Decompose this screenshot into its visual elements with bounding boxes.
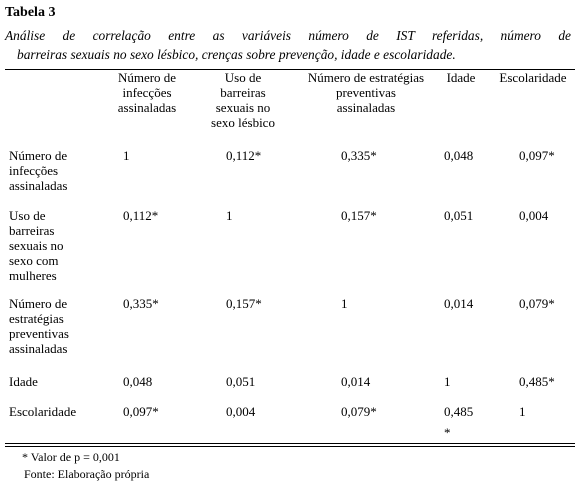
- table-cell: 0,157*: [226, 296, 262, 311]
- bottom-rule: [5, 443, 575, 444]
- header-line: assinaladas: [336, 100, 396, 115]
- footnote-pvalue: * Valor de p = 0,001: [22, 450, 120, 464]
- table-cell: 1: [444, 374, 451, 389]
- table-cell-value: 0,485: [444, 404, 474, 419]
- row-label-line: preventivas: [9, 326, 69, 341]
- table-cell: 0,014: [341, 374, 371, 389]
- header-line: infecções: [122, 85, 172, 100]
- footnote-source: Fonte: Elaboração própria: [24, 467, 150, 481]
- table-cell: 0,051: [444, 208, 474, 223]
- row-label-line: sexuais no: [9, 238, 64, 253]
- row-label-idade: [9, 374, 109, 389]
- table-cell: 1: [341, 296, 348, 311]
- row-label-escolaridade: [9, 404, 109, 419]
- bottom-rule-double: [5, 446, 575, 447]
- table-title: Tabela 3: [5, 5, 56, 20]
- row-label-line: mulheres: [9, 268, 57, 283]
- row-label-line: Escolaridade: [9, 404, 77, 419]
- table-cell: 1: [123, 148, 130, 163]
- table-caption: [5, 26, 571, 64]
- header-line: Uso de: [224, 70, 262, 85]
- header-line: assinaladas: [117, 100, 177, 115]
- row-label-infeccoes: [9, 148, 109, 193]
- row-label-line: estratégias: [9, 311, 64, 326]
- table-cell: 0,051: [226, 374, 256, 389]
- row-label-line: Idade: [9, 374, 38, 389]
- table-cell: [444, 404, 473, 440]
- row-label-line: barreiras: [9, 223, 55, 238]
- row-label-line: Número de: [9, 296, 68, 311]
- table-cell: 0,048: [123, 374, 153, 389]
- table-cell: 0,004: [226, 404, 256, 419]
- table-cell: 0,112*: [123, 208, 159, 223]
- table-cell: 0,048: [444, 148, 474, 163]
- column-header-infeccoes: [108, 70, 186, 115]
- row-label-line: infecções: [9, 163, 59, 178]
- header-line: barreiras: [220, 85, 266, 100]
- table-cell: 0,079*: [519, 296, 555, 311]
- row-label-barreiras: [9, 208, 109, 283]
- column-header-idade: [440, 70, 482, 85]
- row-label-line: sexo com: [9, 253, 59, 268]
- table-cell: 1: [226, 208, 233, 223]
- row-label-line: assinaladas: [9, 178, 68, 193]
- header-line: preventivas: [336, 85, 396, 100]
- header-line: Idade: [446, 70, 476, 85]
- header-line: sexuais no: [215, 100, 271, 115]
- column-header-escolaridade: [490, 70, 576, 85]
- header-line: Escolaridade: [499, 70, 567, 85]
- column-header-estrategias: [296, 70, 436, 115]
- table-cell: 0,014: [444, 296, 474, 311]
- header-line: sexo lésbico: [211, 115, 275, 130]
- table-cell: 0,079*: [341, 404, 377, 419]
- table-cell: 1: [519, 404, 526, 419]
- header-line: Número de: [117, 70, 177, 85]
- row-label-line: Uso de: [9, 208, 46, 223]
- table-cell: 0,485*: [519, 374, 555, 389]
- table-cell: 0,097*: [519, 148, 555, 163]
- table-cell: 0,335*: [123, 296, 159, 311]
- row-label-line: Número de: [9, 148, 68, 163]
- column-header-barreiras: [200, 70, 286, 130]
- caption-line-2: barreiras sexuais no sexo lésbico, crenças sobre prevenção, idade e escolaridade.: [17, 47, 456, 62]
- table-cell: 0,097*: [123, 404, 159, 419]
- table-cell: 0,335*: [341, 148, 377, 163]
- table-cell: 0,004: [519, 208, 549, 223]
- table-cell: 0,157*: [341, 208, 377, 223]
- caption-line-1: Análise de correlação entre as variáveis número de IST referidas, número de: [5, 28, 571, 43]
- row-label-estrategias: [9, 296, 109, 356]
- row-label-line: assinaladas: [9, 341, 68, 356]
- table-cell: 0,112*: [226, 148, 262, 163]
- header-line: Número de estratégias: [307, 70, 425, 85]
- table-cell-asterisk: *: [444, 425, 451, 440]
